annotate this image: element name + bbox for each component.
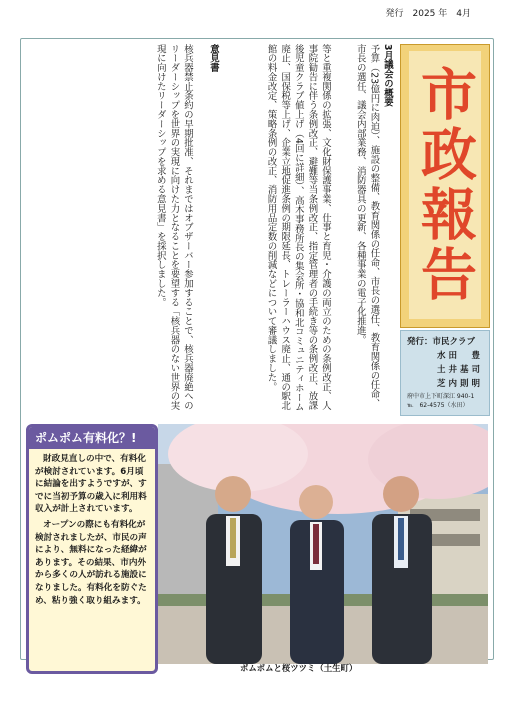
issue-date: 発行 2025 年 4月 [385, 9, 471, 19]
photo-caption: ポムポムと桜ツツミ（土生町） [240, 663, 358, 673]
article-text: 予算（23億円に肉迫）、施設の整備、教育関係の任命、市長の選任、教育関係の任命、市長の選任、議会内部業務、消防器具の更新、各種事業の電子化推進。 [354, 44, 380, 409]
sidebar-paragraph: オープンの際にも有料化が検討されましたが、市民の声により、無料になった経緯があります。その結果、市内外から多くの人が訪れる施設になりました。有料化を防ぐため、粘り強く取り組みます。 [35, 519, 147, 606]
masthead-panel [409, 51, 481, 319]
sidebar-title: ポムポム有料化？! [29, 427, 155, 449]
article-text: 等と重複関係の拡張、文化財保護事業、仕事と育児・介護の両立のための条例改正、人事院勧告に伴う条例改正、避難等当条例改正、指定管理者の手続き等の条例改正、放課後児童クラブ値上げ（4回に詳細）、高木事務所長の集会所・協和北コミュニティホーム廃止、国保税等上げ、企業立地促進条例の期限延長、トレーラーハウス廃止、通の駅北館の料金改定、策略条例の改正、消防用品定数の削減などについて審議しました。 [265, 44, 331, 412]
publisher-name: 土井基司 [436, 365, 483, 375]
masthead-title: 市政報告 [412, 65, 478, 305]
article-column [336, 44, 394, 416]
sidebar-body [35, 453, 147, 610]
publisher-box [400, 330, 490, 416]
article-heading: 意見書 [208, 44, 219, 73]
publisher-address: 府中市上下町深江 940-1 [407, 393, 475, 400]
group-photo [158, 424, 488, 664]
masthead [400, 44, 490, 328]
article-text: 核兵器禁止条約の早期批准、それまではオブザーバー参加することで、核兵器廃絶へのリーダーシップを世界の実現に向けた力となることを要望する「核兵器のない世界の実現に向けたリーダーシップを求める意見書」を採択しました。 [154, 44, 193, 411]
sidebar-box [26, 424, 158, 674]
sidebar-paragraph: 財政見直しの中で、有料化が検討されています。6月頃に結論を出すようですが、すでに当初予算の歳入に利用料収入が計上されています。 [35, 454, 147, 515]
publisher-tel: ℡ 62-4575（水田） [407, 402, 469, 409]
article-column [198, 44, 220, 416]
photo-illustration [158, 424, 488, 664]
article-heading: 3月議会の概要 [382, 44, 393, 107]
article-column [222, 44, 332, 416]
publisher-name: 水田 豊 [436, 351, 483, 361]
publisher-label: 発行：市民クラブ [407, 337, 476, 347]
publisher-name: 芝内則明 [436, 379, 483, 389]
article-column [26, 44, 194, 416]
